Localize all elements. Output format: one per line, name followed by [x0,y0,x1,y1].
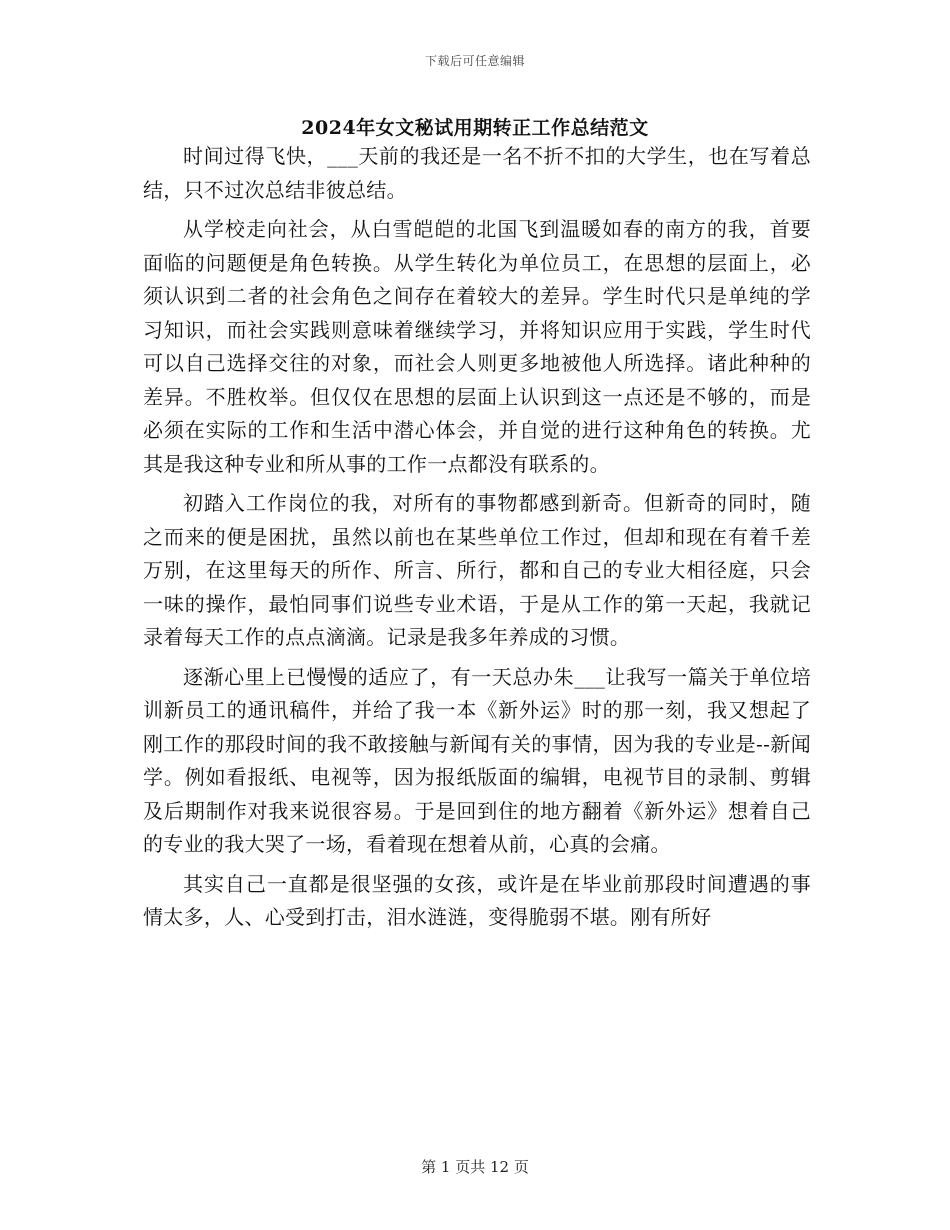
page-number-footer: 第 1 页共 12 页 [421,1158,529,1176]
paragraph: 逐渐心里上已慢慢的适应了，有一天总办朱___让我写一篇关于单位培训新员工的通讯稿件，并给了我一本《新外运》时的那一刻，我又想起了刚工作的那段时间的我不敢接触与新闻有关的事情，因为我的专业是--新闻学。例如看报纸、电视等，因为报纸版面的编辑，电视节目的录制、剪辑及后期制作对我来说很容易。于是回到住的地方翻着《新外运》想着自己的专业的我大哭了一场，看着现在想着从前，心真的会痛。 [143,664,811,856]
paragraph: 从学校走向社会，从白雪皑皑的北国飞到温暖如春的南方的我，首要面临的问题便是角色转换。从学生转化为单位员工，在思想的层面上，必须认识到二者的社会角色之间存在着较大的差异。学生时代只是单纯的学习知识，而社会实践则意味着继续学习，并将知识应用于实践，学生时代可以自己选择交往的对象，而社会人则更多地被他人所选择。诸此种种的差异。不胜枚举。但仅仅在思想的层面上认识到这一点还是不够的，而是必须在实际的工作和生活中潜心体会，并自觉的进行这种角色的转换。尤其是我这种专业和所从事的工作一点都没有联系的。 [143,217,811,476]
paragraph: 初踏入工作岗位的我，对所有的事物都感到新奇。但新奇的同时，随之而来的便是困扰，虽然以前也在某些单位工作过，但却和现在有着千差万别，在这里每天的所作、所言、所行，都和自己的专业大相径庭，只会一味的操作，最怕同事们说些专业术语，于是从工作的第一天起，我就记录着每天工作的点点滴滴。记录是我多年养成的习惯。 [143,491,811,649]
header-note: 下载后可任意编辑 [424,54,525,68]
document-body [143,140,811,941]
paragraph: 其实自己一直都是很坚强的女孩，或许是在毕业前那段时间遭遇的事情太多，人、心受到打击，泪水涟涟，变得脆弱不堪。刚有所好 [143,871,811,929]
paragraph: 时间过得飞快，___天前的我还是一名不折不扣的大学生，也在写着总结，只不过次总结非彼总结。 [143,144,811,202]
document-title: 2024年女文秘试用期转正工作总结范文 [301,117,649,139]
